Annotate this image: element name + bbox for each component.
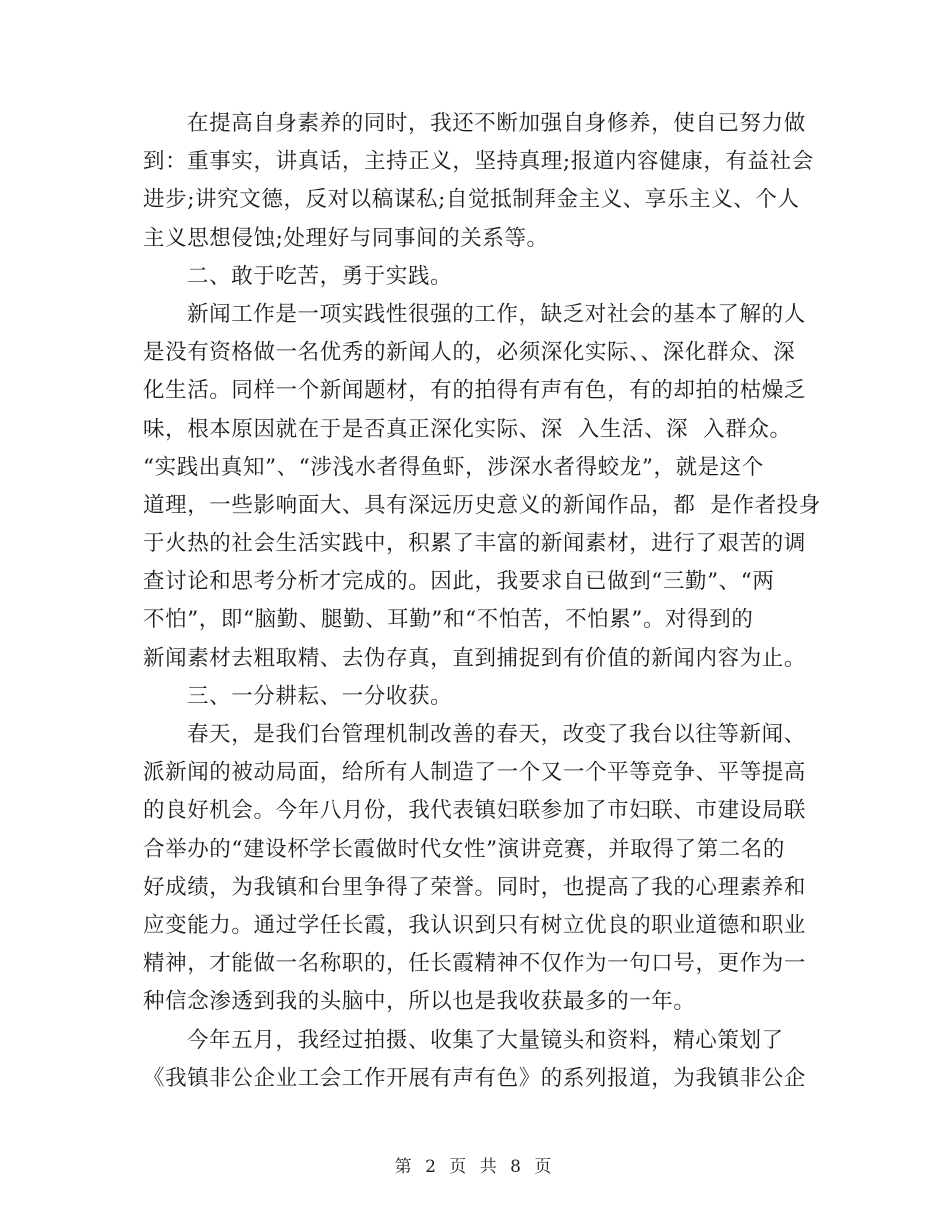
- text-line: 味，根本原因就在于是否真正深化实际、深 入生活、深 入群众。: [143, 416, 792, 442]
- text-line: 好成绩，为我镇和台里争得了荣誉。同时，也提高了我的心理素养和: [143, 874, 807, 900]
- text-line: 二、敢于吃苦，勇于实践。: [187, 263, 453, 289]
- text-line: “实践出真知”、“涉浅水者得鱼虾，涉深水者得蛟龙”，就是这个: [143, 454, 764, 480]
- text-line: 新闻工作是一项实践性很强的工作，缺乏对社会的基本了解的人: [187, 301, 806, 327]
- text-line: 春天，是我们台管理机制改善的春天，改变了我台以往等新闻、: [187, 722, 806, 747]
- text-line: 新闻素材去粗取精、去伪存真，直到捕捉到有价值的新闻内容为止。: [143, 645, 807, 671]
- document-body: [143, 105, 821, 1098]
- text-line: 化生活。同样一个新闻题材，有的拍得有声有色，有的却拍的枯燥乏: [143, 378, 807, 404]
- text-line: 道理，一些影响面大、具有深远历史意义的新闻作品，都 是作者投身: [143, 492, 821, 518]
- text-line: 的良好机会。今年八月份，我代表镇妇联参加了市妇联、市建设局联: [143, 798, 807, 824]
- text-line: 精神，才能做一名称职的，任长霞精神不仅作为一句口号，更作为一: [143, 951, 807, 977]
- text-line: 进步;讲究文德，反对以稿谋私;自觉抵制拜金主义、享乐主义、个人: [143, 187, 800, 213]
- text-line: 在提高自身素养的同时，我还不断加强自身修养，使自已努力做: [187, 111, 806, 136]
- text-line: 查讨论和思考分析才完成的。因此，我要求自已做到“三勤”、“两: [143, 569, 775, 595]
- text-line: 《我镇非公企业工会工作开展有声有色》的系列报道，为我镇非公企: [143, 1065, 807, 1091]
- text-line: 应变能力。通过学任长霞，我认识到只有树立优良的职业道德和职业: [143, 912, 807, 938]
- text-line: 合举办的“建设杯学长霞做时代女性”演讲竞赛，并取得了第二名的: [143, 836, 785, 862]
- text-line: 种信念渗透到我的头脑中，所以也是我收获最多的一年。: [143, 989, 696, 1015]
- text-line: 于火热的社会生活实践中，积累了丰富的新闻素材，进行了艰苦的调: [143, 531, 807, 557]
- text-line: 是没有资格做一名优秀的新闻人的，必须深化实际、、深化群众、深: [143, 340, 796, 366]
- text-line: 三、一分耕耘、一分收获。: [187, 683, 453, 709]
- text-line: 到：重事实，讲真话，主持正义，坚持真理;报道内容健康，有益社会: [143, 149, 814, 175]
- text-line: 不怕”，即“脑勤、腿勤、耳勤”和“不怕苦，不怕累”。对得到的: [143, 607, 754, 633]
- text-line: 主义思想侵蚀;处理好与同事间的关系等。: [143, 225, 549, 251]
- page-footer: 第 2 页 共 8 页: [394, 1157, 556, 1177]
- text-line: 派新闻的被动局面，给所有人制造了一个又一个平等竞争、平等提高: [143, 760, 807, 786]
- text-line: 今年五月，我经过拍摄、收集了大量镜头和资料，精心策划了: [187, 1027, 784, 1053]
